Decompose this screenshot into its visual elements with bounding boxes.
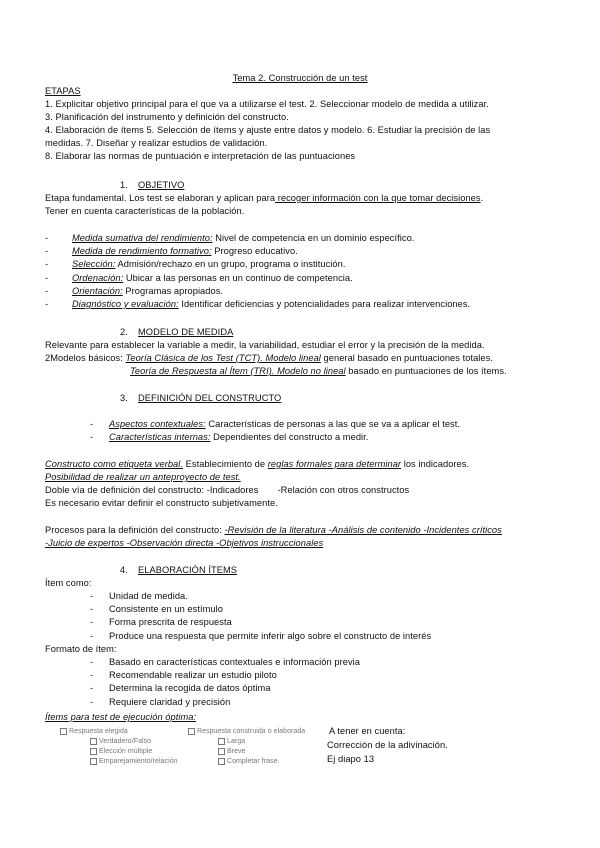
list-item — [0, 285, 600, 298]
term: Selección: — [72, 259, 116, 270]
list-item — [0, 245, 600, 258]
definition: Nivel de competencia en un dominio específico. — [212, 233, 415, 243]
formato-label: Formato de ítem: — [45, 644, 117, 654]
text: 2Modelos básicos: — [45, 353, 126, 363]
list-item-text: Unidad de medida. — [109, 591, 188, 601]
text: basado en puntuaciones de los ítems. — [345, 366, 507, 376]
objetivo-population-note: Tener en cuenta características de la población. — [45, 206, 245, 216]
anteproyecto-line: Posibilidad de realizar un anteproyecto de test. — [45, 472, 241, 482]
constructo-etiqueta-line — [45, 458, 469, 471]
list-item-text: Requiere claridad y precisión — [109, 696, 231, 707]
section-number: 2. — [120, 327, 128, 337]
thumb-text: Emparejamiento/relación — [99, 758, 178, 765]
definition: Progreso educativo. — [211, 246, 298, 257]
thumb-text: Elección múltiple — [99, 748, 153, 755]
modelo-tri-line — [130, 365, 507, 378]
thumb-col1-item — [90, 747, 152, 757]
formato-list — [0, 656, 600, 709]
thumb-col1-head — [60, 727, 128, 737]
note-line-1: Corrección de la adivinación. — [327, 740, 448, 750]
section-1-heading — [120, 179, 184, 192]
section-title: DEFINICIÓN DEL CONSTRUCTO — [138, 393, 282, 403]
bullet-dash: - — [90, 617, 94, 628]
checkbox-icon — [90, 738, 97, 745]
checkbox-icon — [218, 748, 225, 755]
procesos-line-2: -Juicio de expertos -Observación directa -Objetivos instruccionales — [45, 538, 324, 548]
thumb-col1-item — [90, 737, 151, 747]
list-item — [0, 258, 600, 271]
section-number: 4. — [120, 565, 128, 575]
definition: Admisión/rechazo en un grupo, programa o institución. — [115, 259, 346, 270]
term: Constructo como etiqueta verbal. — [45, 459, 184, 469]
section-2-heading — [120, 326, 233, 339]
thumb-text: Respuesta elegida — [69, 728, 128, 735]
list-item — [0, 418, 600, 431]
bullet-dash: - — [90, 683, 94, 694]
thumb-text: Respuesta construida o elaborada — [197, 728, 306, 735]
text: general basado en puntuaciones totales. — [320, 353, 493, 363]
list-item — [0, 590, 600, 603]
list-item — [0, 298, 600, 311]
section-title: OBJETIVO — [138, 180, 185, 190]
definition: Dependientes del constructo a medir. — [210, 432, 369, 443]
bullet-dash: - — [90, 432, 94, 443]
section-title: MODELO DE MEDIDA — [138, 327, 234, 337]
text: Doble vía de definición del constructo: -Indicadores — [45, 485, 259, 495]
document-title: Tema 2. Construcción de un test — [232, 73, 368, 83]
note-heading: A tener en cuenta: — [329, 726, 406, 736]
doble-via-line — [45, 484, 409, 497]
thumb-col2-head — [188, 727, 305, 737]
etapas-line-3: 4. Elaboración de ítems 5. Selección de ítems y ajuste entre datos y modelo. 6. Estudiar la precisión de las — [45, 125, 491, 135]
bullet-dash: - — [90, 591, 94, 601]
modelo-paragraph: Relevante para establecer la variable a medir, la variabilidad, estudiar el error y la precisión de la medida. — [45, 340, 485, 350]
list-item — [0, 656, 600, 669]
thumb-col2-item — [218, 747, 246, 757]
text: los indicadores. — [401, 459, 470, 469]
text: -Relación con otros constructos — [277, 485, 410, 495]
list-item — [0, 431, 600, 444]
list-item-text: Recomendable realizar un estudio piloto — [109, 670, 277, 681]
thumb-col1-item — [90, 757, 178, 767]
list-item-text: Consistente en un estímulo — [109, 604, 223, 615]
section-number: 1. — [120, 180, 128, 190]
text: . — [480, 193, 484, 203]
optima-heading: Ítems para test de ejecución óptima: — [45, 712, 197, 722]
bullet-dash: - — [45, 298, 49, 309]
checkbox-icon — [218, 758, 225, 765]
text: Procesos para la definición del constructo: — [45, 525, 225, 535]
section-4-heading — [120, 564, 237, 577]
evitar-line: Es necesario evitar definir el constructo subjetivamente. — [45, 498, 278, 508]
procesos-line — [45, 524, 502, 537]
modelo-basicos-line — [45, 352, 493, 365]
underlined-text: recoger información con la que tomar decisiones — [275, 193, 481, 203]
list-item — [0, 682, 600, 695]
bullet-dash: - — [90, 657, 94, 667]
bullet-dash: - — [45, 272, 49, 283]
term: Características internas: — [109, 432, 211, 443]
objetivo-paragraph — [45, 192, 483, 205]
list-item — [0, 232, 600, 245]
list-item — [0, 272, 600, 285]
thumb-text: Verdadero/Falso — [99, 738, 152, 745]
bullet-dash: - — [90, 604, 94, 615]
checkbox-icon — [90, 758, 97, 765]
list-item — [0, 669, 600, 682]
text: Etapa fundamental. Los test se elaboran y aplican para — [45, 193, 276, 203]
note-line-2: Ej diapo 13 — [327, 754, 375, 764]
objetivo-list — [0, 232, 600, 311]
section-title: ELABORACIÓN ÍTEMS — [138, 565, 238, 575]
list-item — [0, 630, 600, 643]
list-item — [0, 603, 600, 616]
term: Ordenación: — [72, 272, 124, 283]
list-item-text: Basado en características contextuales e información previa — [109, 657, 360, 667]
constructo-list — [0, 418, 600, 444]
etapas-line-5: 8. Elaborar las normas de puntuación e interpretación de las puntuaciones — [45, 151, 356, 161]
bullet-dash: - — [45, 285, 49, 296]
term: reglas formales para determinar — [267, 459, 402, 469]
etapas-line-2: 3. Planificación del instrumento y definición del constructo. — [45, 112, 289, 122]
thumb-text: Completar frase. — [227, 758, 280, 765]
term: Medida sumativa del rendimiento: — [72, 233, 213, 243]
bullet-dash: - — [90, 696, 94, 707]
etapas-line-1: 1. Explicitar objetivo principal para el que va a utilizarse el test. 2. Seleccionar modelo de medida a utilizar. — [45, 99, 489, 109]
bullet-dash: - — [45, 233, 49, 243]
section-3-heading — [120, 392, 281, 405]
text: Establecimiento de — [183, 459, 268, 469]
item-como-label: Ítem como: — [45, 578, 92, 588]
list-item-text: Forma prescrita de respuesta — [109, 617, 232, 628]
section-number: 3. — [120, 393, 128, 403]
thumb-col2-item — [218, 737, 245, 747]
etapas-heading: ETAPAS — [45, 86, 81, 96]
etapas-line-4: medidas. 7. Diseñar y realizar estudios de validación. — [45, 138, 268, 148]
list-item-text: Produce una respuesta que permite inferir algo sobre el constructo de interés — [109, 630, 432, 641]
list-item-text: Determina la recogida de datos óptima — [109, 683, 271, 694]
checkbox-icon — [90, 748, 97, 755]
bullet-dash: - — [90, 670, 94, 681]
checkbox-icon — [60, 728, 67, 735]
item-como-list — [0, 590, 600, 643]
list-item — [0, 616, 600, 629]
definition: Identificar deficiencias y potencialidades para realizar intervenciones. — [178, 298, 471, 309]
term: Medida de rendimiento formativo: — [72, 246, 212, 257]
thumb-col2-item — [218, 757, 280, 767]
definition: Características de personas a las que se va a aplicar el test. — [205, 419, 461, 429]
bullet-dash: - — [90, 630, 94, 641]
term: Orientación: — [72, 285, 123, 296]
checkbox-icon — [188, 728, 195, 735]
bullet-dash: - — [90, 419, 94, 429]
term: -Revisión de la literatura -Análisis de contenido -Incidentes críticos — [224, 525, 502, 535]
term: Teoría Clásica de los Test (TCT). Modelo lineal — [125, 353, 321, 363]
term: Teoría de Respuesta al Ítem (TRI). Modelo no lineal — [130, 366, 346, 376]
checkbox-icon — [218, 738, 225, 745]
term: Aspectos contextuales: — [109, 419, 206, 429]
list-item — [0, 696, 600, 709]
thumb-text: Larga — [227, 738, 246, 745]
bullet-dash: - — [45, 259, 49, 270]
definition: Ubicar a las personas en un continuo de competencia. — [123, 272, 353, 283]
thumb-text: Breve — [227, 748, 246, 755]
bullet-dash: - — [45, 246, 49, 257]
term: Diagnóstico y evaluación: — [72, 298, 179, 309]
definition: Programas apropiados. — [122, 285, 224, 296]
